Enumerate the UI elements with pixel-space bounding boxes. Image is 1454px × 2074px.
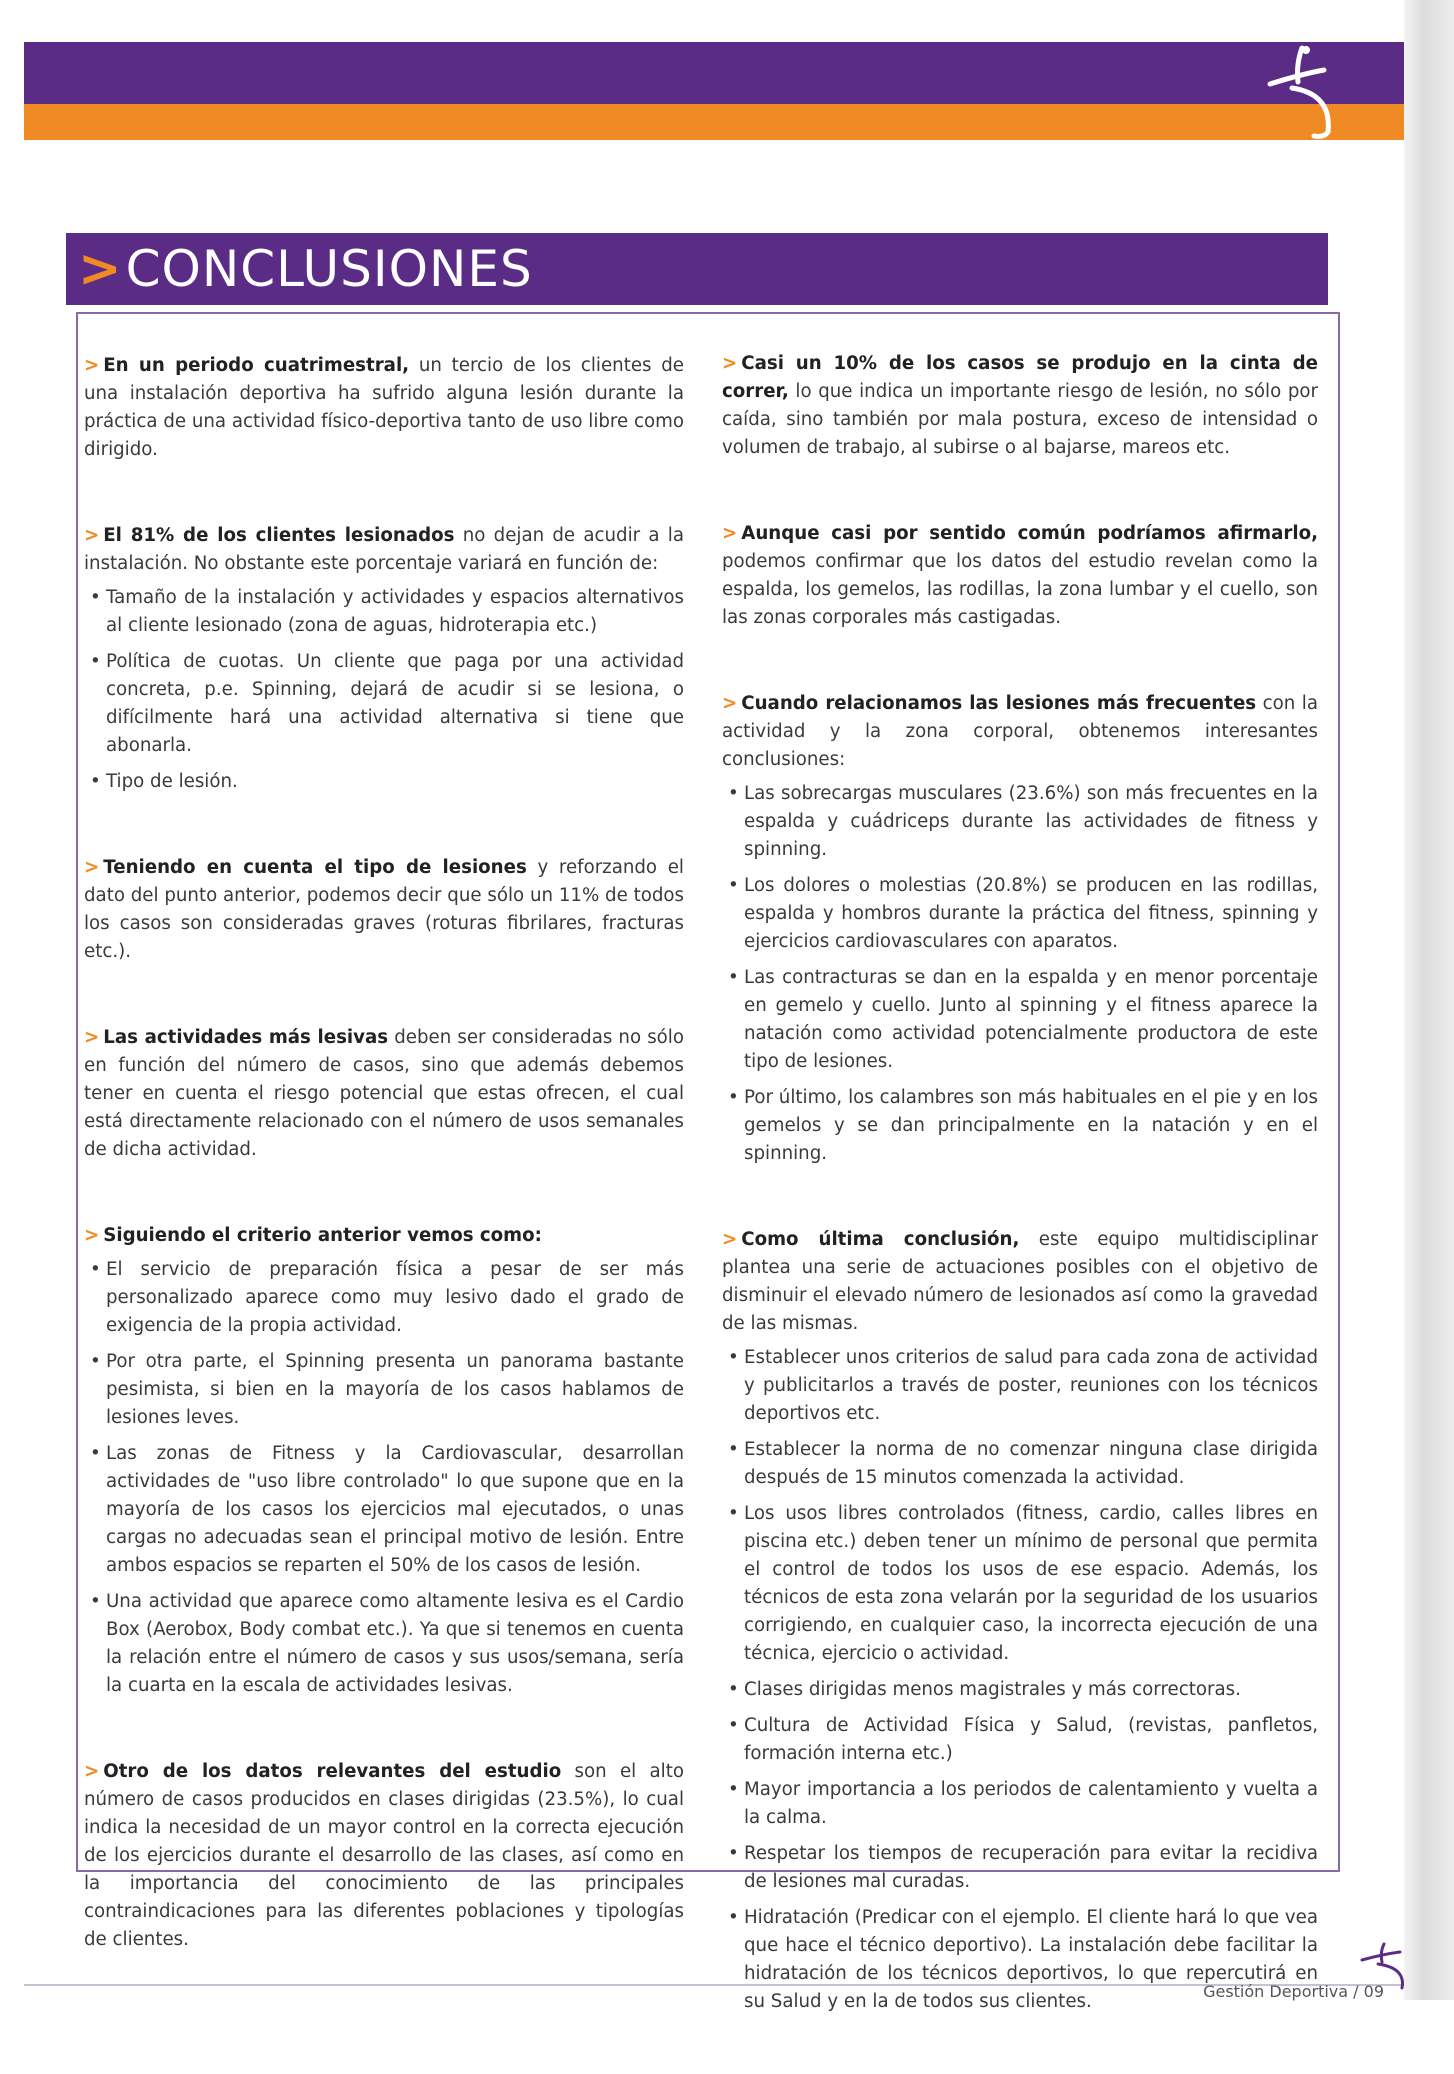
bullet-list xyxy=(722,1344,1318,2016)
paragraph-text: este equipo multidisciplinar plantea una serie de actuaciones posibles con el objetivo de disminuir el elevado número de lesionados así como la gravedad de las mismas. xyxy=(722,1229,1318,1334)
paragraph xyxy=(84,854,684,966)
bullet-arrow: > xyxy=(84,525,100,546)
footer-rule xyxy=(24,1984,1404,1986)
top-orange-band xyxy=(24,104,1404,140)
paragraph-lead: Otro de los datos relevantes del estudio xyxy=(103,1761,562,1782)
paragraph-text: un tercio de los clientes de una instalación deportiva ha sufrido alguna lesión durante la práctica de una actividad físico-deportiva tanto de uso libre como dirigido. xyxy=(84,355,684,460)
paragraph-text: y reforzando el dato del punto anterior, podemos decir que sólo un 11% de todos los casos son consideradas graves (roturas fibrilares, fracturas etc.). xyxy=(84,857,684,962)
paragraph xyxy=(722,350,1318,462)
list-item: • Los usos libres controlados (fitness, cardio, calles libres en piscina etc.) deben tener un mínimo de personal que permita el control de todos los usos de ese espacio. Además, los técnicos de esta zona velarán por la seguridad de los usuarios corrigiendo, en cualquier caso, la incorrecta ejecución de una técnica, ejercicio o actividad. xyxy=(722,1500,1318,1668)
paragraph-lead: Cuando relacionamos las lesiones más frecuentes xyxy=(741,693,1257,714)
paragraph-lead: Casi un 10% de los casos se produjo en la cinta de correr, xyxy=(722,353,1318,402)
list-item: • Mayor importancia a los periodos de calentamiento y vuelta a la calma. xyxy=(722,1776,1318,1832)
paragraph-lead: El 81% de los clientes lesionados xyxy=(103,525,455,546)
list-item: • Respetar los tiempos de recuperación para evitar la recidiva de lesiones mal curadas. xyxy=(722,1840,1318,1896)
paragraph-lead: Siguiendo el criterio anterior vemos como: xyxy=(103,1225,542,1246)
paragraph xyxy=(84,522,684,796)
paragraph-lead: Las actividades más lesivas xyxy=(103,1027,389,1048)
page-edge-shadow xyxy=(1404,0,1454,2000)
paragraph xyxy=(722,520,1318,632)
paragraph-text: no dejan de acudir a la instalación. No obstante este porcentaje variará en función de: xyxy=(84,525,684,574)
bullet-list xyxy=(722,780,1318,1168)
paragraph-text: con la actividad y la zona corporal, obtenemos interesantes conclusiones: xyxy=(722,693,1318,770)
section-header xyxy=(66,233,1328,305)
paragraph-text: podemos confirmar que los datos del estudio revelan como la espalda, los gemelos, las rodillas, la zona lumbar y el cuello, son las zonas corporales más castigadas. xyxy=(722,551,1318,628)
list-item: • Hidratación (Predicar con el ejemplo. El cliente hará lo que vea que hace el técnico deportivo). La instalación debe facilitar la hidratación de los técnicos deportivos, lo que repercutirá en su Salud y en la de todos sus clientes. xyxy=(722,1904,1318,2016)
paragraph xyxy=(722,690,1318,1168)
list-item: • Por otra parte, el Spinning presenta un panorama bastante pesimista, si bien en la mayoría de los casos hablamos de lesiones leves. xyxy=(84,1348,684,1432)
paragraph xyxy=(84,1758,684,1954)
list-item: • Clases dirigidas menos magistrales y más correctoras. xyxy=(722,1676,1318,1704)
bullet-list xyxy=(84,1256,684,1700)
list-item: • Los dolores o molestias (20.8%) se producen en las rodillas, espalda y hombros durante la práctica del fitness, spinning y ejercicios cardiovasculares con aparatos. xyxy=(722,872,1318,956)
bullet-arrow: > xyxy=(84,355,100,376)
bullet-arrow: > xyxy=(722,523,738,544)
list-item: • Las contracturas se dan en la espalda y en menor porcentaje en gemelo y cuello. Junto al spinning y el fitness aparece la natación como actividad potencialmente productora de este tipo de lesiones. xyxy=(722,964,1318,1076)
bullet-arrow: > xyxy=(84,857,100,878)
list-item: • Las zonas de Fitness y la Cardiovascular, desarrollan actividades de "uso libre controlado" lo que supone que en la mayoría de los casos los ejercicios mal ejecutados, o unas cargas no adecuadas sean el principal motivo de lesión. Entre ambos espacios se reparten el 50% de los casos de lesión. xyxy=(84,1440,684,1580)
paragraph xyxy=(722,1226,1318,2016)
section-title: CONCLUSIONES xyxy=(125,240,533,298)
list-item: • Establecer la norma de no comenzar ninguna clase dirigida después de 15 minutos comenzada la actividad. xyxy=(722,1436,1318,1492)
paragraph xyxy=(84,1222,684,1700)
list-item: • Cultura de Actividad Física y Salud, (revistas, panfletos, formación interna etc.) xyxy=(722,1712,1318,1768)
brand-logo-icon xyxy=(1262,44,1342,140)
bullet-arrow: > xyxy=(722,693,738,714)
bullet-arrow: > xyxy=(722,353,738,374)
left-column xyxy=(84,352,684,2012)
paragraph-lead: Como última conclusión, xyxy=(741,1229,1020,1250)
top-purple-band xyxy=(24,42,1404,104)
right-column xyxy=(722,350,1318,2074)
paragraph-text: deben ser consideradas no sólo en función del número de casos, sino que además debemos tener en cuenta el riesgo potencial que estas ofrecen, el cual está directamente relacionado con el número de usos semanales de dicha actividad. xyxy=(84,1027,684,1160)
bullet-arrow: > xyxy=(722,1229,738,1250)
paragraph-lead: Teniendo en cuenta el tipo de lesiones xyxy=(103,857,527,878)
paragraph xyxy=(84,352,684,464)
bullet-arrow: > xyxy=(84,1761,100,1782)
paragraph-lead: Aunque casi por sentido común podríamos afirmarlo, xyxy=(741,523,1318,544)
list-item: • Tipo de lesión. xyxy=(84,768,684,796)
footer-page-label: Gestión Deportiva / 09 xyxy=(1203,1982,1384,2001)
list-item: • El servicio de preparación física a pesar de ser más personalizado aparece como muy lesivo dado el grado de exigencia de la propia actividad. xyxy=(84,1256,684,1340)
list-item: • Las sobrecargas musculares (23.6%) son más frecuentes en la espalda y cuádriceps durante las actividades de fitness y spinning. xyxy=(722,780,1318,864)
list-item: • Por último, los calambres son más habituales en el pie y en los gemelos y se dan principalmente en la natación y en el spinning. xyxy=(722,1084,1318,1168)
bullet-arrow: > xyxy=(84,1027,100,1048)
list-item: • Tamaño de la instalación y actividades y espacios alternativos al cliente lesionado (zona de aguas, hidroterapia etc.) xyxy=(84,584,684,640)
header-arrow: > xyxy=(78,239,122,299)
paragraph-text: son el alto número de casos producidos en clases dirigidas (23.5%), lo cual indica la necesidad de un mayor control en la correcta ejecución de los ejercicios durante el desarrollo de las clases, así como en la importancia del conocimiento de las principales contraindicaciones para las diferentes poblaciones y tipologías de clientes. xyxy=(84,1761,684,1950)
bullet-arrow: > xyxy=(84,1225,100,1246)
list-item: • Una actividad que aparece como altamente lesiva es el Cardio Box (Aerobox, Body combat etc.). Ya que si tenemos en cuenta la relación entre el número de casos y sus usos/semana, sería la cuarta en la escala de actividades lesivas. xyxy=(84,1588,684,1700)
paragraph-lead: En un periodo cuatrimestral, xyxy=(103,355,410,376)
bullet-list xyxy=(84,584,684,796)
list-item: • Establecer unos criterios de salud para cada zona de actividad y publicitarlos a través de poster, reuniones con los técnicos deportivos etc. xyxy=(722,1344,1318,1428)
list-item: • Política de cuotas. Un cliente que paga por una actividad concreta, p.e. Spinning, dejará de acudir si se lesiona, o difícilmente hará una actividad alternativa si tiene que abonarla. xyxy=(84,648,684,760)
paragraph xyxy=(84,1024,684,1164)
paragraph-text: lo que indica un importante riesgo de lesión, no sólo por caída, sino también por mala postura, exceso de intensidad o volumen de trabajo, al subirse o al bajarse, mareos etc. xyxy=(722,381,1318,458)
